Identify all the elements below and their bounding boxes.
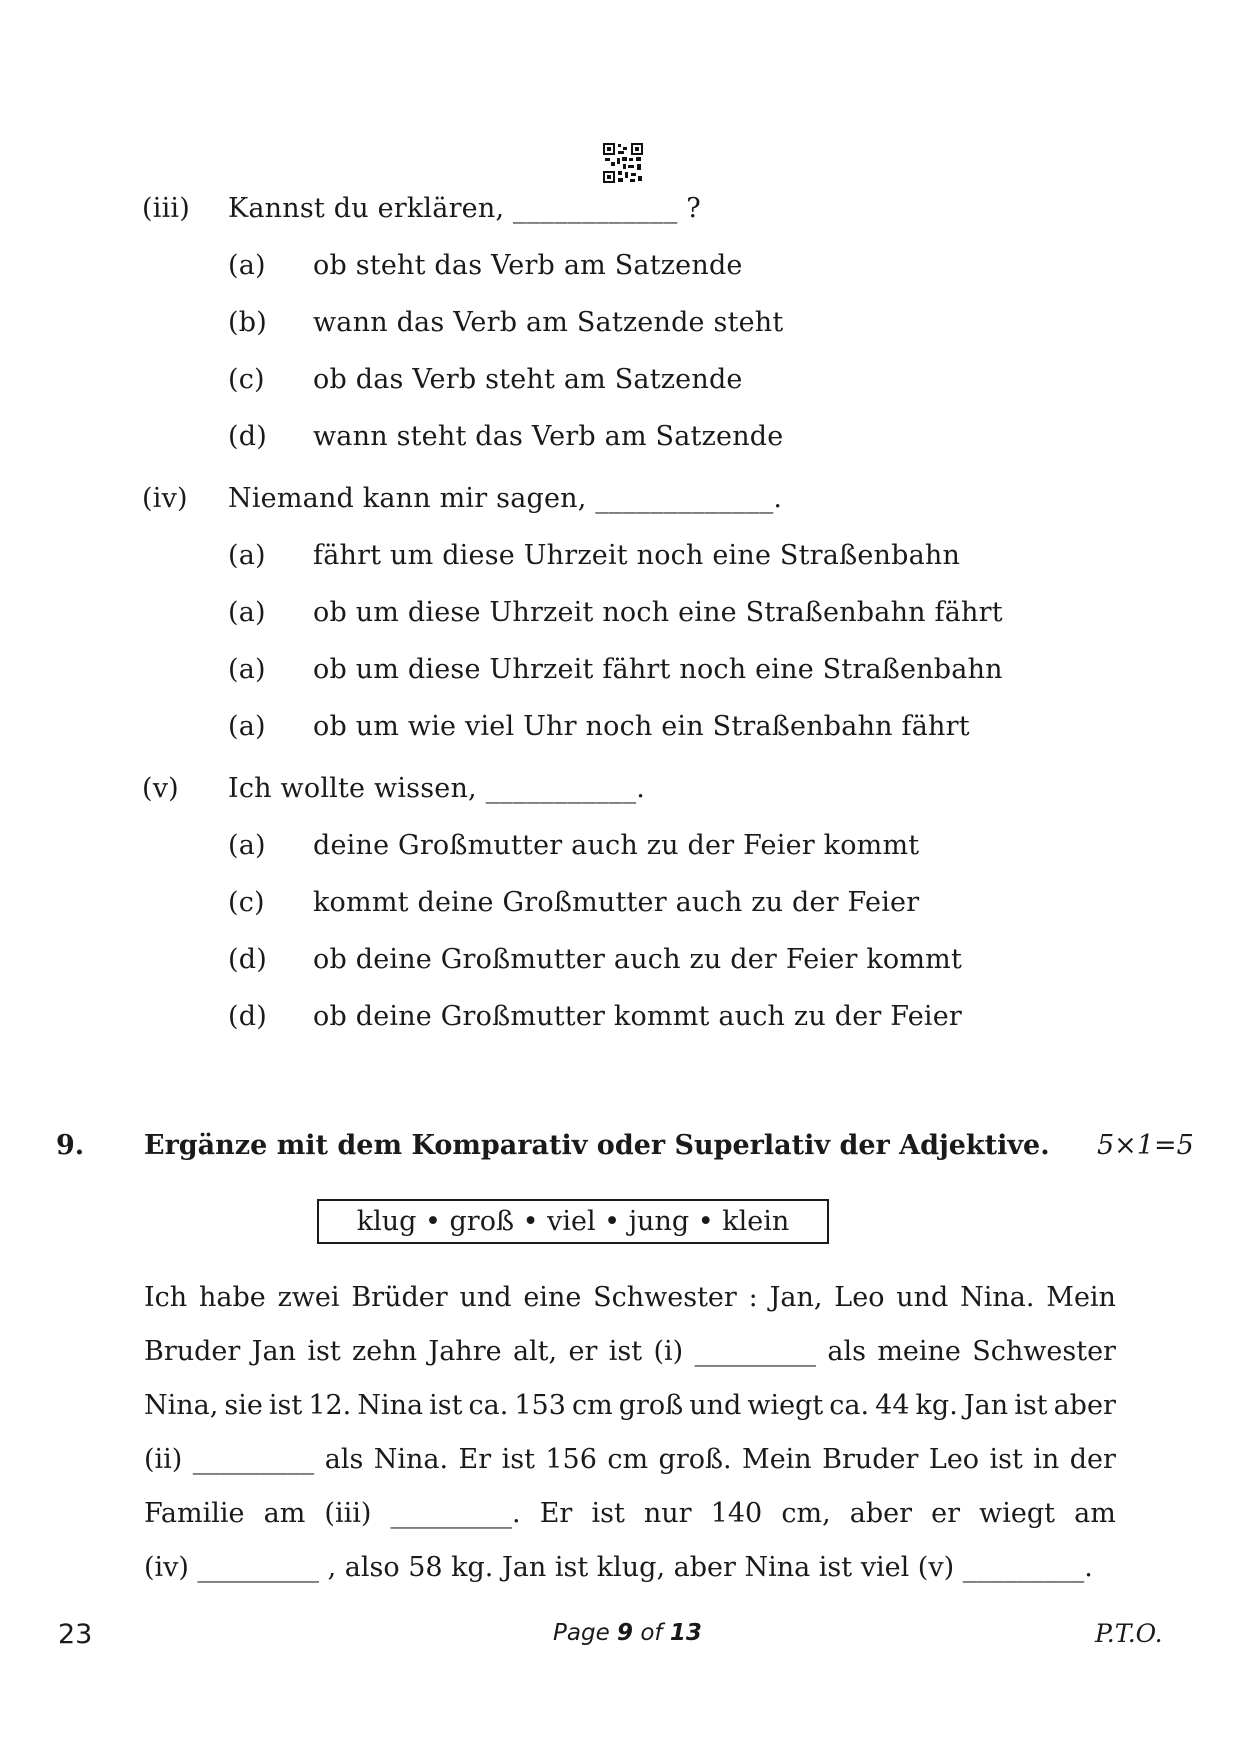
paragraph-word: Er — [539, 1498, 573, 1529]
paragraph-word: 140 — [710, 1498, 763, 1529]
paragraph-word: aber — [1053, 1390, 1116, 1421]
paragraph-word: eine — [523, 1282, 582, 1313]
paragraph-word: cm — [571, 1390, 613, 1421]
paragraph-word: ist — [608, 1336, 643, 1367]
paragraph-line — [144, 1487, 1116, 1541]
paragraph-word: Nina, — [144, 1390, 219, 1421]
paragraph-word: ist — [429, 1390, 463, 1421]
paragraph-word: als — [827, 1336, 866, 1367]
option-letter: (d) — [228, 1001, 267, 1032]
paragraph-word: der — [1069, 1444, 1116, 1475]
option-letter: (d) — [228, 421, 267, 452]
paragraph-word: aber — [849, 1498, 913, 1529]
option-letter: (a) — [228, 830, 266, 861]
paragraph-word: Schwester — [593, 1282, 737, 1313]
paragraph-word: groß — [618, 1390, 684, 1421]
question-label-v: (v) — [142, 773, 179, 804]
option-text: ob deine Großmutter kommt auch zu der Feier — [313, 1001, 963, 1032]
question-number: 9. — [56, 1130, 85, 1161]
paragraph-word: in — [1033, 1444, 1060, 1475]
pto-label: P.T.O. — [1095, 1619, 1163, 1648]
paragraph-word: und — [896, 1282, 949, 1313]
paragraph-word: nur — [643, 1498, 692, 1529]
paragraph-word: Jan — [963, 1390, 1009, 1421]
paragraph-word: (iii) — [324, 1498, 372, 1529]
paragraph-word: Jahre — [428, 1336, 502, 1367]
paragraph-word: _________ — [694, 1336, 816, 1367]
paragraph-word: Nina — [357, 1390, 424, 1421]
paragraph-word: und — [689, 1390, 742, 1421]
paragraph-word: Bruder — [822, 1444, 919, 1475]
paragraph-word: groß. — [658, 1444, 732, 1475]
paragraph-word: kg. — [915, 1390, 958, 1421]
option-text: wann steht das Verb am Satzende — [313, 421, 784, 452]
question-label-iii: (iii) — [142, 193, 190, 224]
page-indicator — [553, 1620, 702, 1646]
question-stem-iii: Kannst du erklären, ____________ ? — [228, 193, 701, 224]
paragraph-word: cm — [607, 1444, 649, 1475]
paragraph-word: zehn — [352, 1336, 418, 1367]
paragraph-word: Mein — [1046, 1282, 1116, 1313]
paper-code: 23 — [58, 1619, 93, 1650]
paragraph-word: : — [748, 1282, 758, 1313]
option-text: ob deine Großmutter auch zu der Feier kommt — [313, 944, 963, 975]
paragraph-line — [144, 1379, 1116, 1433]
paragraph-word: Jan, — [769, 1282, 823, 1313]
page-total: 13 — [669, 1620, 702, 1646]
paragraph-word: Schwester — [972, 1336, 1116, 1367]
paragraph-word: cm, — [781, 1498, 831, 1529]
paragraph-word: 153 — [514, 1390, 566, 1421]
question-label-iv: (iv) — [142, 483, 188, 514]
paragraph-word: Leo — [928, 1444, 980, 1475]
paragraph-word: meine — [877, 1336, 961, 1367]
paragraph-word: am — [1074, 1498, 1116, 1529]
option-letter: (c) — [228, 887, 265, 918]
question-stem-v: Ich wollte wissen, ___________. — [228, 773, 646, 804]
paragraph-line — [144, 1325, 1116, 1379]
option-text: deine Großmutter auch zu der Feier kommt — [313, 830, 920, 861]
paragraph-word: Bruder — [144, 1336, 241, 1367]
paragraph-word: ist — [591, 1498, 625, 1529]
paragraph-word: ist — [268, 1390, 303, 1421]
option-text: ob um diese Uhrzeit fährt noch eine Straßenbahn — [313, 654, 1003, 685]
option-letter: (a) — [228, 250, 266, 281]
qr-code-icon — [603, 143, 643, 183]
paragraph-word: Jan — [251, 1336, 296, 1367]
paragraph-word: wiegt — [747, 1390, 824, 1421]
option-letter: (c) — [228, 364, 265, 395]
option-text: fährt um diese Uhrzeit noch eine Straßenbahn — [313, 540, 961, 571]
option-letter: (a) — [228, 540, 266, 571]
paragraph-word: Ich — [144, 1282, 188, 1313]
paragraph-word: (iv) _________ , also 58 kg. Jan ist klug, aber Nina ist viel (v) _________. — [144, 1552, 1093, 1583]
paragraph-word: habe — [199, 1282, 266, 1313]
option-text: ob das Verb steht am Satzende — [313, 364, 743, 395]
option-letter: (a) — [228, 597, 266, 628]
option-text: kommt deine Großmutter auch zu der Feier — [313, 887, 920, 918]
paragraph-word: ist — [501, 1444, 535, 1475]
paragraph-word: als — [324, 1444, 364, 1475]
paragraph-word: am — [263, 1498, 306, 1529]
option-letter: (a) — [228, 711, 266, 742]
paragraph-word: ist — [307, 1336, 341, 1367]
page-prefix: Page — [553, 1620, 618, 1646]
paragraph-word: Brüder — [351, 1282, 448, 1313]
paragraph-word: ca. — [468, 1390, 509, 1421]
paragraph-word: zwei — [277, 1282, 340, 1313]
paragraph-word: _________ — [192, 1444, 315, 1475]
paragraph-word: Familie — [144, 1498, 245, 1529]
question-title: Ergänze mit dem Komparativ oder Superlativ der Adjektive. — [144, 1130, 1050, 1161]
paragraph-word: ist — [1014, 1390, 1048, 1421]
option-text: ob steht das Verb am Satzende — [313, 250, 743, 281]
paragraph-line — [144, 1541, 1116, 1595]
page-of: of — [633, 1620, 670, 1646]
paragraph-word: Mein — [742, 1444, 812, 1475]
option-text: wann das Verb am Satzende steht — [313, 307, 784, 338]
option-letter: (d) — [228, 944, 267, 975]
paragraph-word: er — [568, 1336, 598, 1367]
paragraph-word: Nina. — [960, 1282, 1035, 1313]
paragraph-word: sie — [224, 1390, 263, 1421]
paragraph-word: (i) — [653, 1336, 684, 1367]
option-text: ob um wie viel Uhr noch ein Straßenbahn fährt — [313, 711, 970, 742]
word-box-text: klug • groß • viel • jung • klein — [356, 1206, 790, 1237]
marks-label: 5×1=5 — [1097, 1130, 1194, 1161]
paragraph-word: Leo — [834, 1282, 885, 1313]
paragraph-word: ist — [989, 1444, 1023, 1475]
paragraph-word: alt, — [512, 1336, 558, 1367]
option-letter: (b) — [228, 307, 267, 338]
paragraph-line — [144, 1271, 1116, 1325]
paragraph-word: er — [931, 1498, 961, 1529]
paragraph-word: Nina. — [373, 1444, 449, 1475]
paragraph-word: wiegt — [979, 1498, 1056, 1529]
page-current: 9 — [617, 1620, 634, 1646]
word-box — [317, 1199, 829, 1244]
question-stem-iv: Niemand kann mir sagen, _____________. — [228, 483, 783, 514]
option-letter: (a) — [228, 654, 266, 685]
paragraph-word: (ii) — [144, 1444, 183, 1475]
paragraph-word: 156 — [545, 1444, 597, 1475]
paragraph-word: Er — [458, 1444, 492, 1475]
paragraph-word: 44 — [875, 1390, 910, 1421]
cloze-paragraph — [144, 1271, 1116, 1595]
paragraph-word: _________. — [390, 1498, 521, 1529]
paragraph-word: und — [459, 1282, 512, 1313]
option-text: ob um diese Uhrzeit noch eine Straßenbahn fährt — [313, 597, 1003, 628]
paragraph-word: 12. — [308, 1390, 352, 1421]
paragraph-line — [144, 1433, 1116, 1487]
paragraph-word: ca. — [829, 1390, 870, 1421]
